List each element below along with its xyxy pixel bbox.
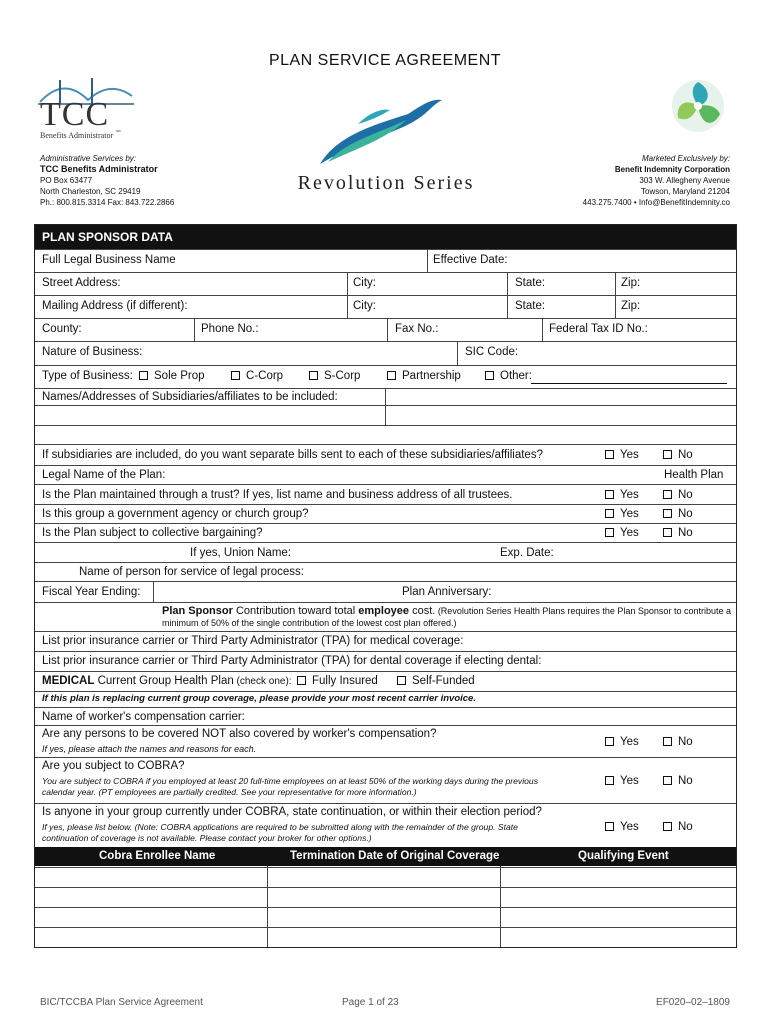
fax-label: Fax No.: — [395, 323, 439, 335]
cobra-note: You are subject to COBRA if you employed at least 20 full-time employees on at least 50% of the working days during the previous calendar year. (PT employees are partially credited. See your representative for more information.) — [42, 776, 538, 797]
replacing-coverage-note: If this plan is replacing current group coverage, please provide your most recent carrier invoice. — [42, 693, 476, 704]
plan-anniversary-label: Plan Anniversary: — [402, 586, 492, 598]
separate-bills-no[interactable]: No — [663, 449, 693, 461]
collective-question: Is the Plan subject to collective bargaining? — [42, 527, 263, 539]
checkbox-icon[interactable] — [605, 490, 614, 499]
mailing-city-label: City: — [353, 300, 376, 312]
other-blank-line[interactable] — [531, 383, 727, 384]
collective-no[interactable]: No — [663, 527, 693, 539]
prior-dental-label: List prior insurance carrier or Third Party Administrator (TPA) for dental coverage if electing dental: — [42, 655, 542, 667]
cobra-table-header — [35, 847, 736, 866]
tcc-logo — [36, 72, 136, 142]
form-code: EF020–02–1809 — [656, 997, 730, 1008]
health-plan-text: Health Plan — [664, 469, 724, 481]
contribution-note: minimum of 50% of the single contribution of the lowest cost plan offered.) — [162, 618, 457, 628]
checkbox-icon[interactable] — [605, 528, 614, 537]
other-option[interactable]: Other: — [485, 370, 532, 382]
checkbox-icon[interactable] — [387, 371, 396, 380]
checkbox-icon[interactable] — [663, 776, 672, 785]
trust-question: Is the Plan maintained through a trust? If yes, list name and business address of all trustees. — [42, 489, 513, 501]
marketer-label: Marketed Exclusively by: — [641, 154, 730, 163]
admin-label: Administrative Services by: — [40, 154, 137, 163]
effective-date-label: Effective Date: — [433, 254, 508, 266]
marketer-name: Benefit Indemnity Corporation — [614, 165, 730, 174]
checkbox-icon[interactable] — [485, 371, 494, 380]
cobra-list-note: If yes, please list below. (Note: COBRA applications are required to be submitted along with the remainder of the group. State continuation of coverage is not available. Please contact your broker for other options.) — [42, 822, 518, 843]
self-funded-option[interactable]: Self-Funded — [397, 675, 475, 687]
checkbox-icon[interactable] — [605, 450, 614, 459]
trust-no[interactable]: No — [663, 489, 693, 501]
admin-line1: PO Box 63477 — [40, 176, 93, 185]
marketer-block — [583, 153, 730, 208]
government-yes[interactable]: Yes — [605, 508, 639, 520]
workers-comp-label: Name of worker's compensation carrier: — [42, 711, 245, 723]
separate-bills-question: If subsidiaries are included, do you want separate bills sent to each of these subsidiaries/affiliates? — [42, 449, 543, 461]
partnership-option[interactable]: Partnership — [387, 370, 461, 382]
nature-label: Nature of Business: — [42, 346, 143, 358]
section-header: PLAN SPONSOR DATA — [35, 225, 736, 249]
not-covered-yes[interactable]: Yes — [605, 736, 639, 748]
col-enrollee-name: Cobra Enrollee Name — [99, 850, 216, 862]
service-process-label: Name of person for service of legal process: — [79, 566, 304, 578]
tcc-subtitle: Benefits Administrator — [40, 131, 114, 140]
admin-name: TCC Benefits Administrator — [40, 164, 158, 174]
cobra-yes[interactable]: Yes — [605, 775, 639, 787]
county-label: County: — [42, 323, 82, 335]
zip-label: Zip: — [621, 277, 641, 289]
medical-plan-label: MEDICAL Current Group Health Plan (check one): — [42, 675, 292, 687]
checkbox-icon[interactable] — [605, 776, 614, 785]
phone-label: Phone No.: — [201, 323, 259, 335]
government-question: Is this group a government agency or church group? — [42, 508, 309, 520]
checkbox-icon[interactable] — [309, 371, 318, 380]
checkbox-icon[interactable] — [663, 528, 672, 537]
plan-name-label: Legal Name of the Plan: — [42, 469, 166, 481]
prior-medical-label: List prior insurance carrier or Third Party Administrator (TPA) for medical coverage: — [42, 635, 464, 647]
tcc-text: TCC — [40, 96, 110, 133]
government-no[interactable]: No — [663, 508, 693, 520]
legal-name-label: Full Legal Business Name — [42, 254, 176, 266]
checkbox-icon[interactable] — [663, 737, 672, 746]
federal-tax-label: Federal Tax ID No.: — [549, 323, 648, 335]
separate-bills-yes[interactable]: Yes — [605, 449, 639, 461]
subsidiaries-label: Names/Addresses of Subsidiaries/affiliates to be included: — [42, 391, 338, 403]
checkbox-icon[interactable] — [139, 371, 148, 380]
sic-label: SIC Code: — [465, 346, 519, 358]
fiscal-year-label: Fiscal Year Ending: — [42, 586, 141, 598]
marketer-line3: 443.275.7400 • Info@BenefitIndemnity.co — [582, 198, 730, 207]
benefit-indemnity-logo — [666, 74, 730, 138]
checkbox-icon[interactable] — [663, 509, 672, 518]
contribution-text: Plan Sponsor Contribution toward total employee cost. (Revolution Series Health Plans requires the Plan Sponsor to contribute a — [162, 605, 731, 617]
checkbox-icon[interactable] — [663, 450, 672, 459]
plan-sponsor-form — [34, 224, 737, 948]
checkbox-icon[interactable] — [605, 737, 614, 746]
cobra-no[interactable]: No — [663, 775, 693, 787]
marketer-line2: Towson, Maryland 21204 — [641, 187, 730, 196]
type-of-business-label: Type of Business: — [42, 370, 133, 382]
not-covered-no[interactable]: No — [663, 736, 693, 748]
checkbox-icon[interactable] — [397, 676, 406, 685]
under-cobra-no[interactable]: No — [663, 821, 693, 833]
under-cobra-question: Is anyone in your group currently under COBRA, state continuation, or within their election period? — [42, 806, 542, 818]
admin-line3: Ph.: 800.815.3314 Fax: 843.722.2866 — [40, 198, 175, 207]
street-label: Street Address: — [42, 277, 121, 289]
revolution-bird-logo — [318, 94, 446, 166]
page-number: Page 1 of 23 — [342, 997, 399, 1008]
union-name-label: If yes, Union Name: — [190, 547, 291, 559]
admin-line2: North Charleston, SC 29419 — [40, 187, 141, 196]
trust-yes[interactable]: Yes — [605, 489, 639, 501]
col-termination-date: Termination Date of Original Coverage — [290, 850, 500, 862]
checkbox-icon[interactable] — [605, 509, 614, 518]
exp-date-label: Exp. Date: — [500, 547, 554, 559]
checkbox-icon[interactable] — [663, 822, 672, 831]
col-qualifying-event: Qualifying Event — [578, 850, 669, 862]
s-corp-option[interactable]: S-Corp — [309, 370, 360, 382]
collective-yes[interactable]: Yes — [605, 527, 639, 539]
fully-insured-option[interactable]: Fully Insured — [297, 675, 378, 687]
admin-block — [40, 153, 174, 208]
tcc-trademark: sm — [116, 128, 121, 133]
attach-note: If yes, please attach the names and reasons for each. — [42, 744, 257, 754]
state-label: State: — [515, 277, 546, 289]
city-label: City: — [353, 277, 376, 289]
checkbox-icon[interactable] — [297, 676, 306, 685]
checkbox-icon[interactable] — [663, 490, 672, 499]
mailing-zip-label: Zip: — [621, 300, 641, 312]
not-covered-question: Are any persons to be covered NOT also covered by worker's compensation? — [42, 728, 437, 740]
sole-prop-option[interactable]: Sole Prop — [139, 370, 205, 382]
mailing-label: Mailing Address (if different): — [42, 300, 188, 312]
page-title: PLAN SERVICE AGREEMENT — [268, 52, 502, 69]
mailing-state-label: State: — [515, 300, 546, 312]
under-cobra-yes[interactable]: Yes — [605, 821, 639, 833]
revolution-series-wordmark: Revolution Series — [297, 172, 475, 194]
c-corp-option[interactable]: C-Corp — [231, 370, 283, 382]
checkbox-icon[interactable] — [231, 371, 240, 380]
marketer-line1: 303 W. Allegheny Avenue — [639, 176, 730, 185]
footer-left: BIC/TCCBA Plan Service Agreement — [40, 997, 203, 1008]
cobra-question: Are you subject to COBRA? — [42, 760, 185, 772]
checkbox-icon[interactable] — [605, 822, 614, 831]
